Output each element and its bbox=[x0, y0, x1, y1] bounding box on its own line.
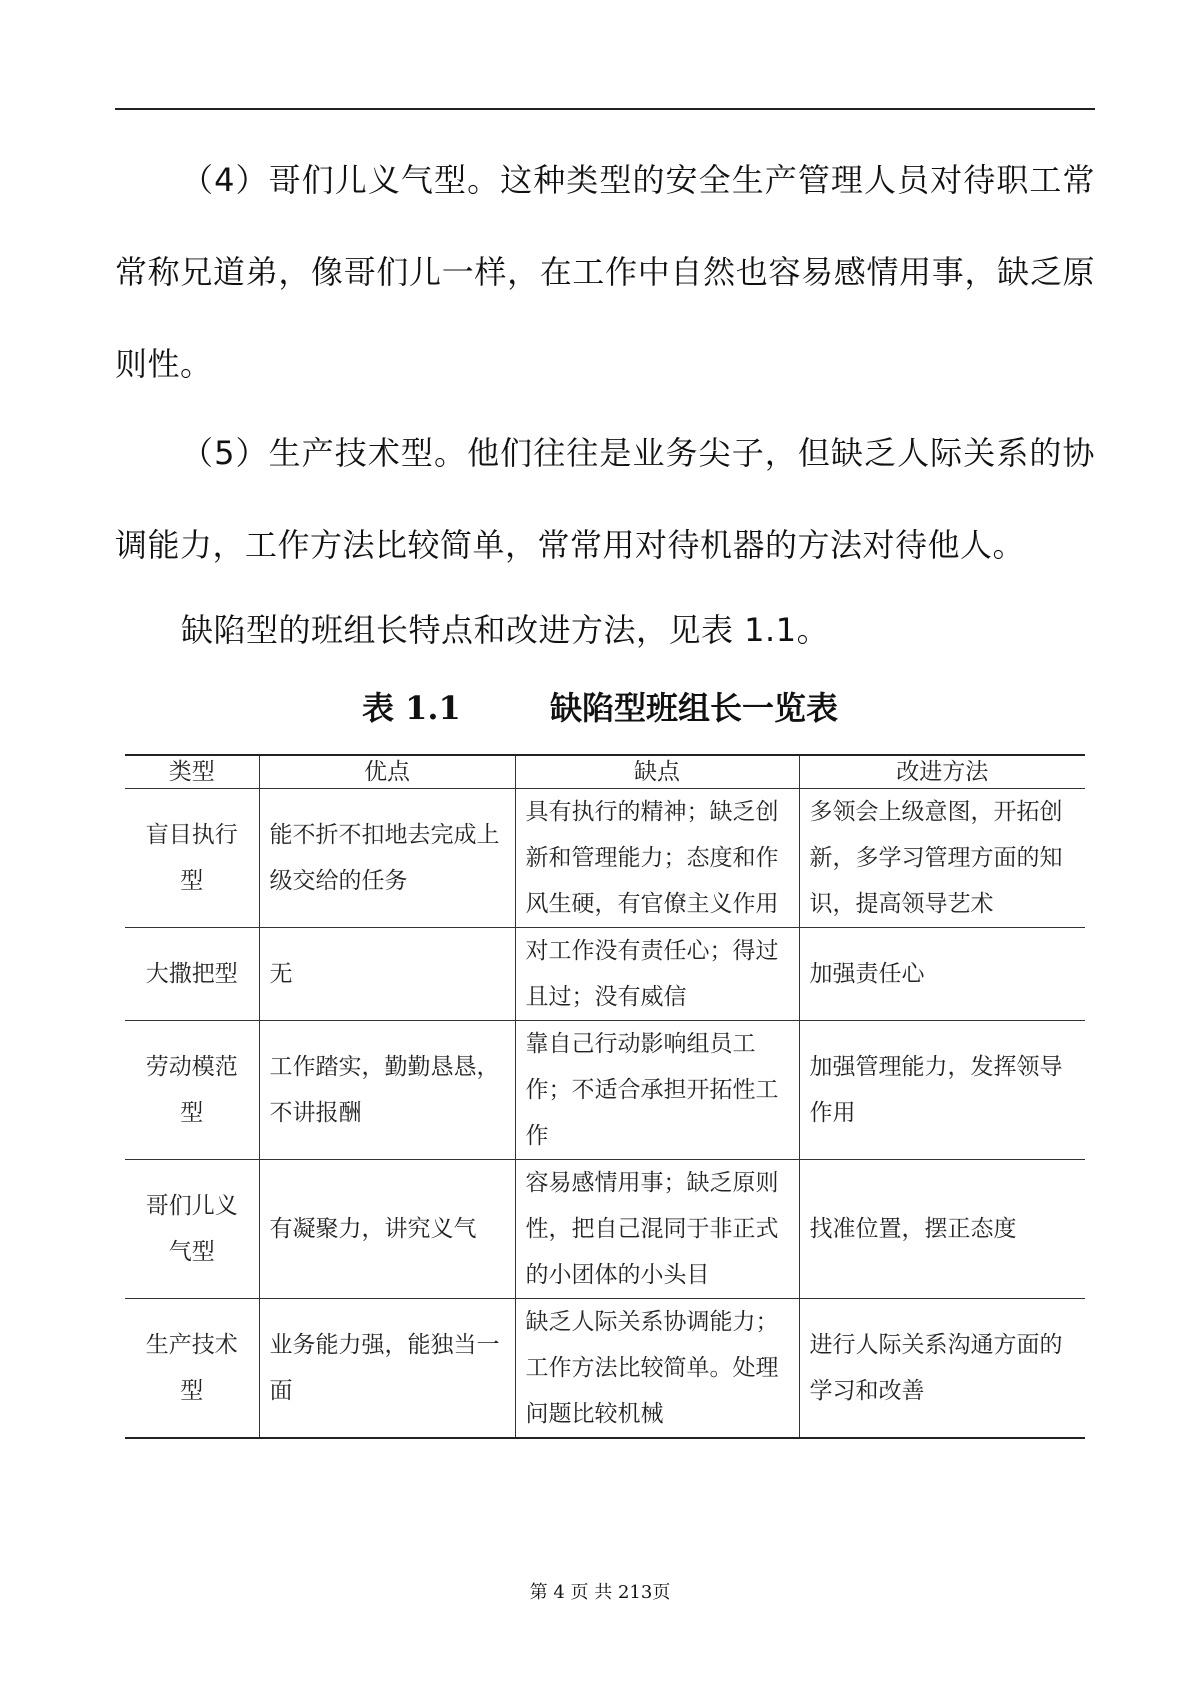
cell-type: 生产技术型 bbox=[125, 1299, 259, 1439]
header-improvement: 改进方法 bbox=[799, 755, 1085, 789]
page-footer: 第 4 页 共 213页 bbox=[529, 1582, 671, 1603]
cell-weaknesses: 容易感情用事；缺乏原则性，把自己混同于非正式的小团体的小头目 bbox=[515, 1160, 799, 1299]
cell-strengths: 无 bbox=[259, 928, 515, 1021]
header-rule bbox=[115, 108, 1095, 110]
defect-leader-table bbox=[125, 754, 1085, 1439]
cell-type: 大撒把型 bbox=[125, 928, 259, 1021]
cell-improvement: 加强管理能力，发挥领导作用 bbox=[799, 1021, 1085, 1160]
table-row bbox=[125, 1160, 1085, 1299]
header-strengths: 优点 bbox=[259, 755, 515, 789]
cell-strengths: 能不折不扣地去完成上级交给的任务 bbox=[259, 789, 515, 928]
cell-type: 哥们儿义气型 bbox=[125, 1160, 259, 1299]
cell-strengths: 业务能力强，能独当一面 bbox=[259, 1299, 515, 1439]
paragraph-technical-type: （5）生产技术型。他们往往是业务尖子，但缺乏人际关系的协调能力，工作方法比较简单，常常用对待机器的方法对待他人。 bbox=[115, 434, 1095, 564]
table-caption bbox=[0, 678, 1200, 738]
paragraph-brotherhood-type: （4）哥们儿义气型。这种类型的安全生产管理人员对待职工常常称兄道弟，像哥们儿一样，在工作中自然也容易感情用事，缺乏原则性。 bbox=[115, 161, 1095, 383]
cell-weaknesses: 缺乏人际关系协调能力；工作方法比较简单。处理问题比较机械 bbox=[515, 1299, 799, 1439]
table-row bbox=[125, 1021, 1085, 1160]
table-caption-title: 缺陷型班组长一览表 bbox=[549, 689, 838, 727]
cell-type: 盲目执行型 bbox=[125, 789, 259, 928]
table-row bbox=[125, 1299, 1085, 1439]
cell-improvement: 找准位置，摆正态度 bbox=[799, 1160, 1085, 1299]
header-type: 类型 bbox=[125, 755, 259, 789]
cell-weaknesses: 具有执行的精神；缺乏创新和管理能力；态度和作风生硬，有官僚主义作用 bbox=[515, 789, 799, 928]
table-row bbox=[125, 928, 1085, 1021]
table-header-row bbox=[125, 755, 1085, 789]
cell-strengths: 有凝聚力，讲究义气 bbox=[259, 1160, 515, 1299]
cell-improvement: 进行人际关系沟通方面的学习和改善 bbox=[799, 1299, 1085, 1439]
cell-strengths: 工作踏实，勤勤恳恳，不讲报酬 bbox=[259, 1021, 515, 1160]
cell-weaknesses: 对工作没有责任心；得过且过；没有威信 bbox=[515, 928, 799, 1021]
paragraph-table-reference: 缺陷型的班组长特点和改进方法，见表 1.1。 bbox=[181, 611, 830, 649]
cell-improvement: 加强责任心 bbox=[799, 928, 1085, 1021]
cell-improvement: 多领会上级意图，开拓创新，多学习管理方面的知识，提高领导艺术 bbox=[799, 789, 1085, 928]
cell-weaknesses: 靠自己行动影响组员工作；不适合承担开拓性工作 bbox=[515, 1021, 799, 1160]
cell-type: 劳动模范型 bbox=[125, 1021, 259, 1160]
table-caption-number: 表 1.1 bbox=[362, 689, 461, 727]
header-weaknesses: 缺点 bbox=[515, 755, 799, 789]
table-row bbox=[125, 789, 1085, 928]
